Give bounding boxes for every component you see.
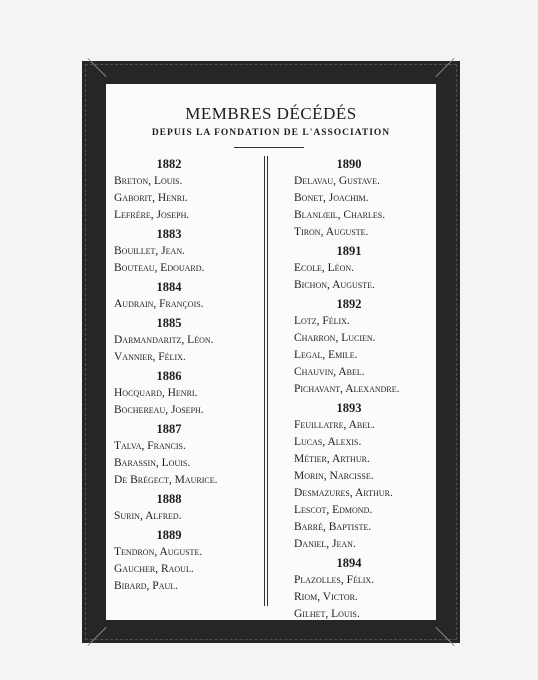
member-name: Charron, Lucien. [294, 332, 376, 344]
member-name: Chauvin, Abel. [294, 366, 365, 378]
member-name: Bouteau, Edouard. [114, 262, 205, 274]
member-name: Desmazures, Arthur. [294, 487, 393, 499]
column-divider [264, 156, 268, 606]
member-name: Bouillet, Jean. [114, 245, 185, 257]
page-title: MEMBRES DÉCÉDÉS [185, 104, 357, 123]
year-heading: 1883 [156, 227, 182, 241]
member-name: Breton, Louis. [114, 175, 183, 187]
member-name: Tendron, Auguste. [114, 546, 203, 558]
member-name: Pichavant, Alexandre. [294, 383, 400, 395]
memorial-list-panel [106, 84, 436, 620]
year-heading: 1892 [336, 297, 362, 311]
year-heading: 1886 [156, 369, 182, 383]
member-name: Legal, Emile. [294, 349, 358, 361]
member-name: Métier, Arthur. [294, 453, 370, 465]
frame-corner-top-left [87, 58, 106, 77]
year-heading: 1882 [156, 157, 182, 171]
member-name: Gaucher, Raoul. [114, 563, 194, 575]
member-name: Lucas, Alexis. [294, 436, 362, 448]
member-name: Ecole, Léon. [294, 262, 355, 274]
member-name: Bibard, Paul. [114, 580, 179, 592]
page-subtitle: DEPUIS LA FONDATION DE L'ASSOCIATION [151, 128, 391, 138]
year-heading: 1885 [156, 316, 182, 330]
right-column [294, 154, 444, 623]
member-name: Daniel, Jean. [294, 538, 356, 550]
member-name: Bichon, Auguste. [294, 279, 375, 291]
member-name: Gaborit, Henri. [114, 192, 188, 204]
year-heading: 1890 [336, 157, 362, 171]
member-name: Blanlœil, Charles. [294, 209, 386, 221]
member-name: Surin, Alfred. [114, 510, 182, 522]
member-name: Riom, Victor. [294, 591, 358, 603]
member-name: Barré, Baptiste. [294, 521, 372, 533]
year-heading: 1887 [156, 422, 182, 436]
year-heading: 1894 [336, 556, 362, 570]
left-column [114, 154, 264, 595]
year-heading: 1889 [156, 528, 182, 542]
member-name: Darmandaritz, Léon. [114, 334, 214, 346]
year-heading: 1888 [156, 492, 182, 506]
member-name: Bochereau, Joseph. [114, 404, 204, 416]
member-name: Barassin, Louis. [114, 457, 191, 469]
year-heading: 1893 [336, 401, 362, 415]
member-name: Hocquard, Henri. [114, 387, 198, 399]
title-underline [234, 147, 304, 148]
member-name: Talva, Francis. [114, 440, 186, 452]
frame-corner-top-right [435, 58, 454, 77]
member-name: Lefrère, Joseph. [114, 209, 190, 221]
year-heading: 1884 [156, 280, 182, 294]
member-name: Gilhet, Louis. [294, 608, 360, 620]
member-name: Vannier, Félix. [114, 351, 186, 363]
member-name: Bonet, Joachim. [294, 192, 369, 204]
frame-corner-bottom-left [87, 627, 106, 646]
member-name: Feuillatre, Abel. [294, 419, 375, 431]
member-name: Tiron, Auguste. [294, 226, 369, 238]
year-heading: 1891 [336, 244, 362, 258]
frame-corner-bottom-right [435, 627, 454, 646]
member-name: Lotz, Félix. [294, 315, 350, 327]
member-name: Delavau, Gustave. [294, 175, 380, 187]
member-name: Lescot, Edmond. [294, 504, 373, 516]
member-name: Audrain, François. [114, 298, 204, 310]
member-name: Plazolles, Félix. [294, 574, 375, 586]
member-name: Morin, Narcisse. [294, 470, 374, 482]
member-name: De Brégect, Maurice. [114, 474, 218, 486]
